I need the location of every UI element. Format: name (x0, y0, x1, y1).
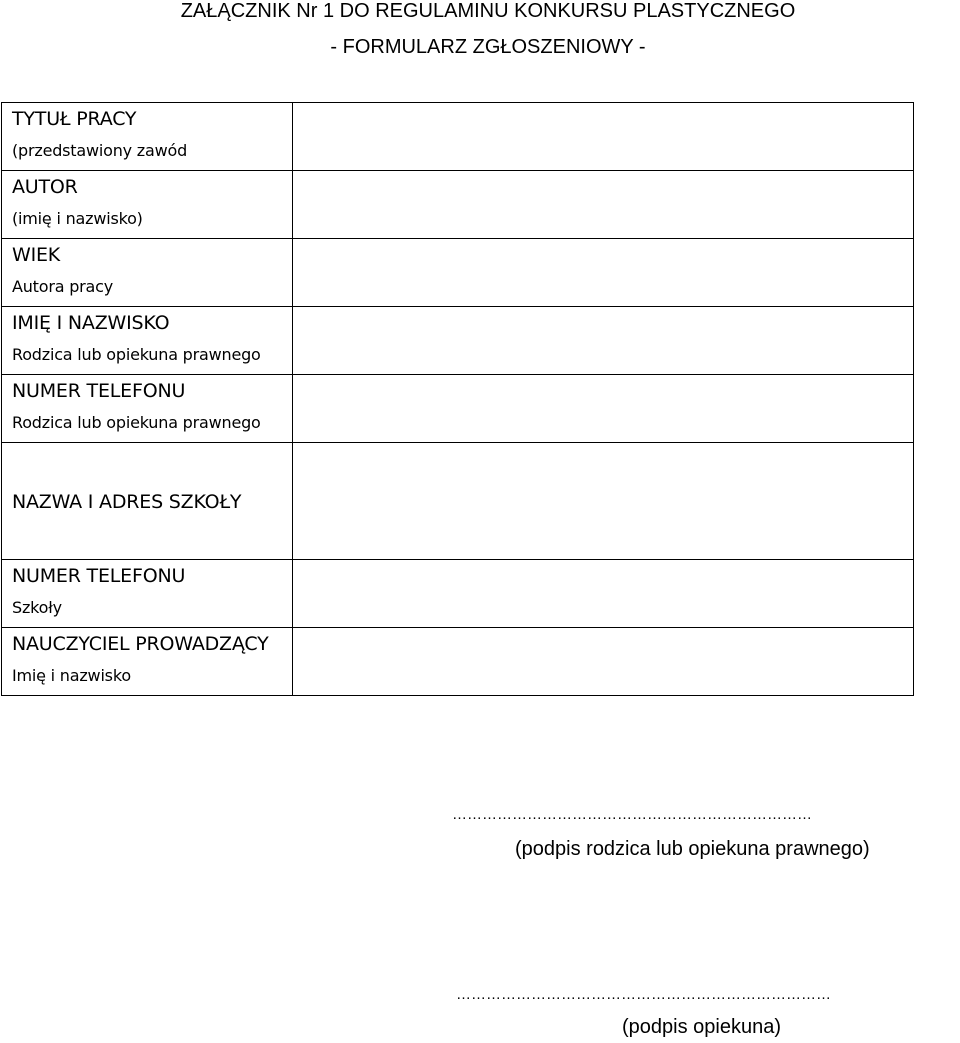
field-label: TYTUŁ PRACY (12, 108, 137, 130)
form-label-cell (2, 239, 293, 307)
parent-signature-line[interactable]: ……………………………………………………………… (452, 806, 812, 823)
guardian-signature-line[interactable]: ………………………………………………………………… (456, 986, 831, 1003)
field-label: WIEK (12, 244, 61, 266)
document-title: ZAŁĄCZNIK Nr 1 DO REGULAMINU KONKURSU PLASTYCZNEGO (180, 0, 796, 22)
field-hint: Imię i nazwisko (12, 666, 131, 685)
guardian-signature-caption: (podpis opiekuna) (622, 1016, 781, 1038)
form-label-cell (2, 307, 293, 375)
field-hint: Autora pracy (12, 277, 114, 296)
form-row-age (2, 239, 914, 307)
form-label-cell (2, 103, 293, 171)
form-label-cell (2, 560, 293, 628)
form-row-school (2, 443, 914, 560)
form-row-parent-name (2, 307, 914, 375)
field-hint: Rodzica lub opiekuna prawnego (12, 345, 261, 364)
parent-phone-input-cell[interactable] (293, 375, 914, 443)
field-label: AUTOR (12, 176, 78, 198)
form-label-cell (2, 628, 293, 696)
form-row-title (2, 103, 914, 171)
form-label-cell (2, 171, 293, 239)
form-subtitle: - FORMULARZ ZGŁOSZENIOWY - (330, 36, 646, 58)
field-hint: (imię i nazwisko) (12, 209, 143, 228)
field-hint: Szkoły (12, 598, 62, 617)
author-input-cell[interactable] (293, 171, 914, 239)
field-label: NAUCZYCIEL PROWADZĄCY (12, 633, 269, 655)
field-label: NUMER TELEFONU (12, 380, 186, 402)
field-label: NAZWA I ADRES SZKOŁY (12, 491, 242, 513)
application-form-table (1, 102, 914, 696)
age-input-cell[interactable] (293, 239, 914, 307)
field-label: IMIĘ I NAZWISKO (12, 312, 170, 334)
field-hint: Rodzica lub opiekuna prawnego (12, 413, 261, 432)
school-input-cell[interactable] (293, 443, 914, 560)
school-phone-input-cell[interactable] (293, 560, 914, 628)
teacher-input-cell[interactable] (293, 628, 914, 696)
form-row-teacher (2, 628, 914, 696)
parent-name-input-cell[interactable] (293, 307, 914, 375)
form-row-author (2, 171, 914, 239)
field-label: NUMER TELEFONU (12, 565, 186, 587)
parent-signature-caption: (podpis rodzica lub opiekuna prawnego) (515, 838, 870, 860)
form-label-cell (2, 443, 293, 560)
form-row-parent-phone (2, 375, 914, 443)
form-row-school-phone (2, 560, 914, 628)
title-input-cell[interactable] (293, 103, 914, 171)
form-label-cell (2, 375, 293, 443)
field-hint: (przedstawiony zawód (12, 141, 188, 160)
